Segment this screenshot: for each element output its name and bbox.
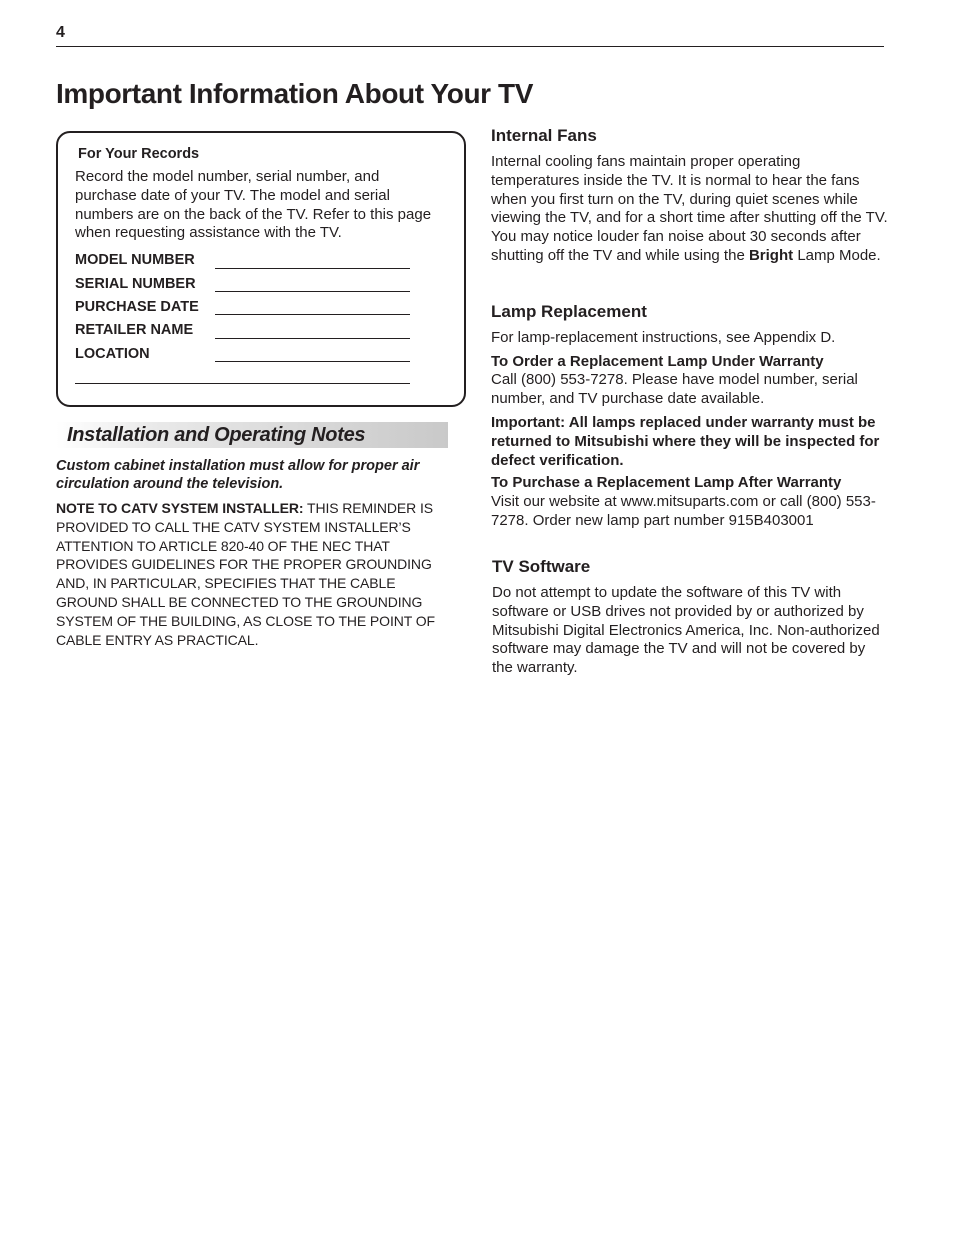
catv-body: THIS REMINDER IS PROVIDED TO CALL THE CATV SYSTEM INSTALLER’S ATTENTION TO ARTICLE 820-40 OF THE NEC THAT PROVIDES GUIDELINES FOR THE PROPER GROUNDING AND, IN PARTICULAR, SPECIFIES THAT THE CABLE GROUND SHALL BE CONNECTED TO THE GROUNDING SYSTEM OF THE BUILDING, AS CLOSE TO THE POINT OF CABLE ENTRY AS PRACTICAL. — [56, 500, 435, 648]
location-extra-line[interactable] — [75, 383, 410, 384]
header-rule — [56, 46, 884, 47]
catv-lead: NOTE TO CATV SYSTEM INSTALLER: — [56, 500, 304, 516]
internal-fans-body-end: Lamp Mode. — [797, 246, 881, 264]
catv-note — [56, 499, 456, 649]
tv-software-heading: TV Software — [492, 557, 591, 576]
retailer-name-line[interactable] — [215, 338, 410, 339]
field-label-retailer-name: RETAILER NAME — [75, 322, 194, 338]
installation-italic-note: Custom cabinet installation must allow for proper air circulation around the television. — [56, 458, 420, 492]
installation-heading: Installation and Operating Notes — [67, 424, 366, 446]
serial-number-line[interactable] — [215, 291, 410, 292]
field-label-model-number: MODEL NUMBER — [75, 252, 195, 268]
field-label-location: LOCATION — [75, 346, 150, 362]
lamp-intro: For lamp-replacement instructions, see Appendix D. — [491, 329, 836, 346]
lamp-important-note: Important: All lamps replaced under warranty must be returned to Mitsubishi where they will be inspected for defect verification. — [491, 414, 880, 469]
field-label-purchase-date: PURCHASE DATE — [75, 299, 199, 315]
purchase-date-line[interactable] — [215, 314, 410, 315]
records-body: Record the model number, serial number, and purchase date of your TV. The model and serial numbers are on the back of the TV. Refer to this page when requesting assistance with the TV. — [75, 168, 432, 242]
tv-software-body: Do not attempt to update the software of this TV with software or USB drives not provided by or authorized by Mitsubishi Digital Electronics America, Inc. Non-authorized software may damage the TV and will not be covered by the warranty. — [492, 584, 880, 677]
page-number: 4 — [56, 24, 65, 41]
lamp-replacement-heading: Lamp Replacement — [491, 302, 647, 321]
bright-mode-term: Bright — [748, 246, 794, 264]
records-heading: For Your Records — [78, 146, 200, 162]
page-title: Important Information About Your TV — [56, 78, 533, 109]
lamp-after-warranty-body: Visit our website at www.mitsuparts.com or call (800) 553-7278. Order new lamp part number 915B403001 — [491, 493, 876, 529]
lamp-after-warranty-heading: To Purchase a Replacement Lamp After Warranty — [491, 474, 842, 491]
lamp-warranty-heading: To Order a Replacement Lamp Under Warranty — [491, 353, 824, 370]
internal-fans-body-text: Internal cooling fans maintain proper operating temperatures inside the TV. It is normal to hear the fans when you first turn on the TV, during quiet scenes while viewing the TV, and for a short time after shutting off the TV. You may notice louder fan noise about 30 seconds after shutting off the TV and while using the — [491, 153, 888, 264]
field-label-serial-number: SERIAL NUMBER — [75, 276, 196, 292]
lamp-warranty-body: Call (800) 553-7278. Please have model number, serial number, and TV purchase date available. — [491, 371, 858, 407]
internal-fans-body — [491, 153, 891, 266]
model-number-line[interactable] — [215, 268, 410, 269]
location-line[interactable] — [215, 361, 410, 362]
internal-fans-heading: Internal Fans — [491, 126, 597, 145]
